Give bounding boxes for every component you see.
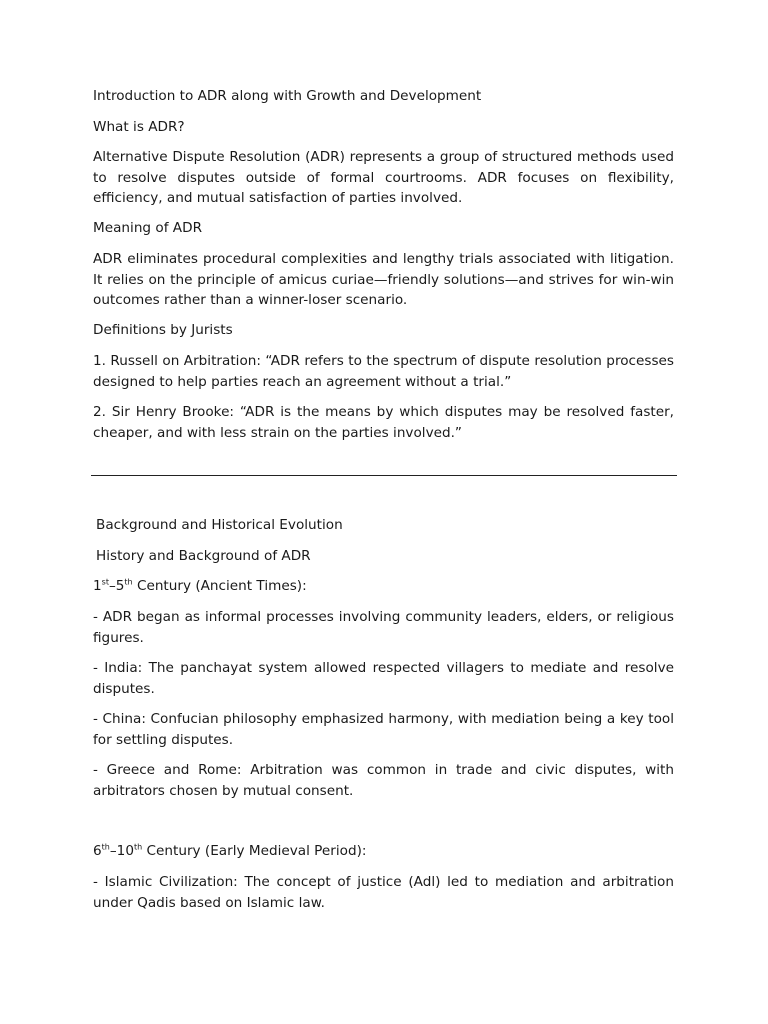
definition-brooke: 2. Sir Henry Brooke: “ADR is the means by which disputes may be resolved faster, cheaper, and with less strain on the parties involved.”: [93, 404, 674, 441]
meaning-heading: Meaning of ADR: [93, 220, 203, 236]
document-title: Introduction to ADR along with Growth and Development: [93, 88, 482, 104]
period-dash: –: [108, 578, 116, 594]
period-end-suffix: th: [124, 577, 133, 587]
period-end-suffix: th: [133, 842, 143, 852]
section-divider: [91, 475, 677, 476]
list-item: - India: The panchayat system allowed respected villagers to mediate and resolve disputes.: [93, 660, 674, 697]
period-start-suffix: th: [101, 842, 110, 852]
what-is-adr-paragraph: Alternative Dispute Resolution (ADR) represents a group of structured methods used to resolve disputes outside of formal courtrooms. ADR focuses on flexibility, efficiency, and mutual satisfaction of parties involved.: [93, 149, 674, 206]
definitions-heading: Definitions by Jurists: [93, 322, 233, 338]
period-start-suffix: st: [101, 577, 109, 587]
period-heading-medieval: [93, 841, 674, 862]
definition-russell: 1. Russell on Arbitration: “ADR refers to the spectrum of dispute resolution processes designed to help parties reach an agreement without a trial.”: [93, 353, 674, 390]
period-label: Century (Ancient Times):: [132, 578, 307, 594]
meaning-paragraph: ADR eliminates procedural complexities and lengthy trials associated with litigation. It relies on the principle of amicus curiae—friendly solutions—and strives for win-win outcomes rather than a winner-loser scenario.: [93, 251, 674, 308]
list-item: - Islamic Civilization: The concept of justice (Adl) led to mediation and arbitration under Qadis based on Islamic law.: [93, 874, 674, 911]
section-subtitle: History and Background of ADR: [96, 548, 311, 564]
period-start-number: 1: [93, 578, 102, 594]
period-heading-ancient: [93, 576, 674, 597]
period-label: Century (Early Medieval Period):: [142, 843, 367, 859]
list-item: - China: Confucian philosophy emphasized harmony, with mediation being a key tool for settling disputes.: [93, 711, 674, 748]
period-start-number: 6: [93, 843, 102, 859]
period-end-number: 10: [116, 843, 134, 859]
period-dash: –: [109, 843, 117, 859]
section-title: Background and Historical Evolution: [96, 517, 343, 533]
list-item: - ADR began as informal processes involving community leaders, elders, or religious figures.: [93, 609, 674, 646]
period-end-number: 5: [115, 578, 125, 594]
list-item: - Greece and Rome: Arbitration was common in trade and civic disputes, with arbitrators chosen by mutual consent.: [93, 762, 674, 799]
what-is-adr-heading: What is ADR?: [93, 119, 185, 135]
